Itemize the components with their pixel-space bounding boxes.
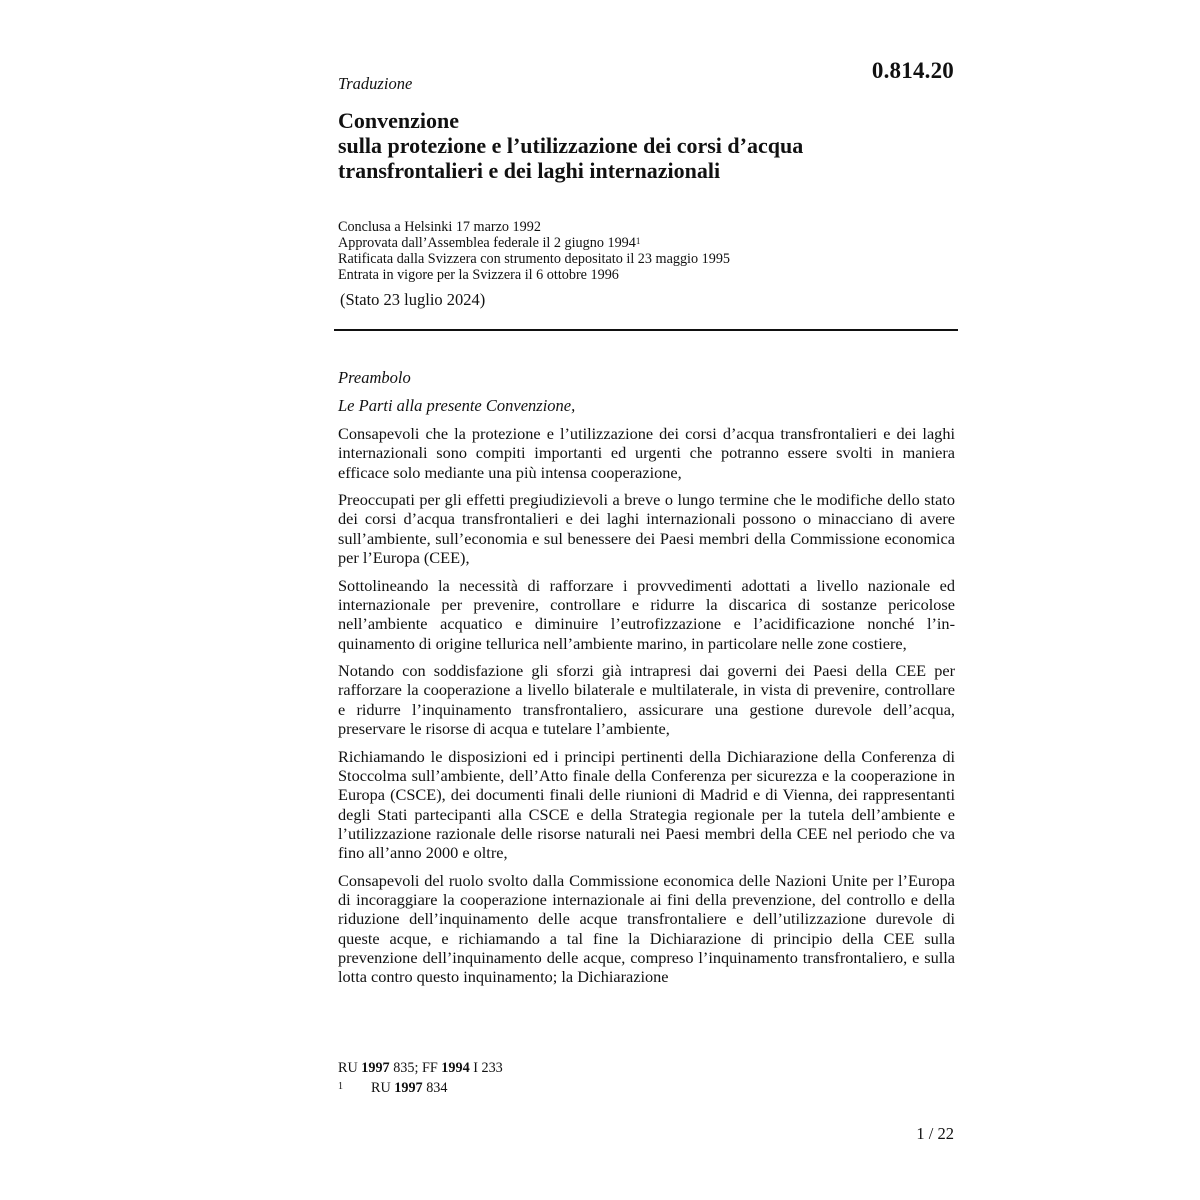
source-suffix: I 233 [469, 1060, 503, 1076]
approved-date: Approvata dall’Assemblea federale il 2 giugno 1994 [338, 235, 636, 251]
footnote-1-mark: 1 [338, 1081, 343, 1092]
source-prefix: RU [338, 1060, 362, 1076]
status-date: (Stato 23 luglio 2024) [340, 290, 486, 309]
in-force-date: Entrata in vigore per la Svizzera il 6 ottobre 1996 [338, 267, 619, 283]
header-divider [334, 329, 958, 331]
ratified-date: Ratificata dalla Svizzera con strumento depositato il 23 maggio 1995 [338, 251, 731, 267]
preamble-paragraph: Consapevoli del ruolo svolto dalla Commissione economica delle Nazioni Unite per l’Europa di incoraggiare la cooperazione internazionale ai fini della prevenzione, del controllo e della riduzione dell’inquinamento delle acque transfrontaliere e dell’utilizzazione durevole di queste acque, e richiamando a tal fine la Dichiarazione di principio della CEE sulla prevenzione dell’inquinamento delle acque, compreso l’inquinamento transfrontaliero, e sulla lotta contro questo inquinamento; la Dichiarazione [338, 870, 955, 987]
parties-intro: Le Parti alla presente Convenzione, [338, 396, 576, 415]
preamble-paragraph: Notando con soddisfazione gli sforzi già intrapresi dai governi dei Paesi della CEE per rafforzare la cooperazione a livello bilaterale e multilaterale, in vista di prevenire, controllare e ridurre l’inquinamento transfrontaliero, assicurare una gestione durevole dell’acqua, preservare le risorse di acqua e tutelare l’ambiente, [338, 661, 955, 739]
source-reference [338, 1058, 503, 1078]
preamble-heading: Preambolo [338, 368, 411, 387]
page-number: 1 / 22 [916, 1124, 954, 1143]
concluded-date: Conclusa a Helsinki 17 marzo 1992 [338, 219, 541, 235]
approval-line [338, 235, 958, 251]
preamble-body [338, 424, 955, 995]
preamble-paragraph: Consapevoli che la protezione e l’utilizzazione dei corsi d’acqua transfrontalieri e dei laghi internazionali sono compiti importanti ed urgenti che potranno essere svolti in maniera efficace solo mediante una più intensa cooperazione, [338, 424, 955, 482]
sr-number: 0.814.20 [871, 58, 954, 83]
preamble-paragraph: Richiamando le disposizioni ed i principi pertinenti della Dichiarazione della Conferenza di Stoccolma sull’ambiente, dell’Atto finale della Conferenza per sicurezza e la cooperazione in Europa (CSCE), dei documenti finali delle riunioni di Madrid e di Vienna, dei rappresentanti degli Stati partecipanti alla CSCE e della Strategia regionale per la tutela dell’ambiente e l’utilizzazione razionale delle risorse naturali nei Paesi membri della CEE nel periodo che va fino all’anno 2000 e oltre, [338, 746, 955, 863]
footnote-1-year: 1997 [394, 1080, 423, 1096]
source-year-ru: 1997 [361, 1060, 390, 1076]
title-line-3: transfrontalieri e dei laghi internazionali [338, 158, 721, 183]
preamble-paragraph: Preoccupati per gli effetti pregiudizievoli a breve o lungo termine che le modifiche dello stato dei corsi d’acqua transfrontalieri e dei laghi internazionali possono o minacciano di avere sull’ambiente, sull’economia e sul benessere dei Paesi membri della Commissione economica per l’Europa (CEE), [338, 490, 955, 568]
footnotes [338, 1058, 503, 1098]
document-metadata [338, 219, 958, 283]
title-line-2: sulla protezione e l’utilizzazione dei corsi d’acqua [338, 133, 804, 158]
document-title [338, 108, 958, 183]
footnote-1 [338, 1078, 503, 1098]
source-year-ff: 1994 [441, 1060, 470, 1076]
title-line-1: Convenzione [338, 108, 459, 133]
footnote-ref-1[interactable]: 1 [635, 236, 641, 246]
translation-label: Traduzione [338, 74, 413, 93]
source-mid: 835; FF [389, 1060, 442, 1076]
preamble-paragraph: Sottolineando la necessità di rafforzare i provvedimenti adottati a livello nazionale ed internazionale per prevenire, controllare e ridurre la discarica di sostanze pericolose nell’ambiente acquatico e diminuire l’eutrofizzazione e l’acidificazione nonché l’inquinamento di origine tellurica nell’ambiente marino, in particolare nelle zone costiere, [338, 575, 955, 653]
footnote-1-prefix: RU [371, 1080, 395, 1096]
footnote-1-suffix: 834 [422, 1080, 448, 1096]
